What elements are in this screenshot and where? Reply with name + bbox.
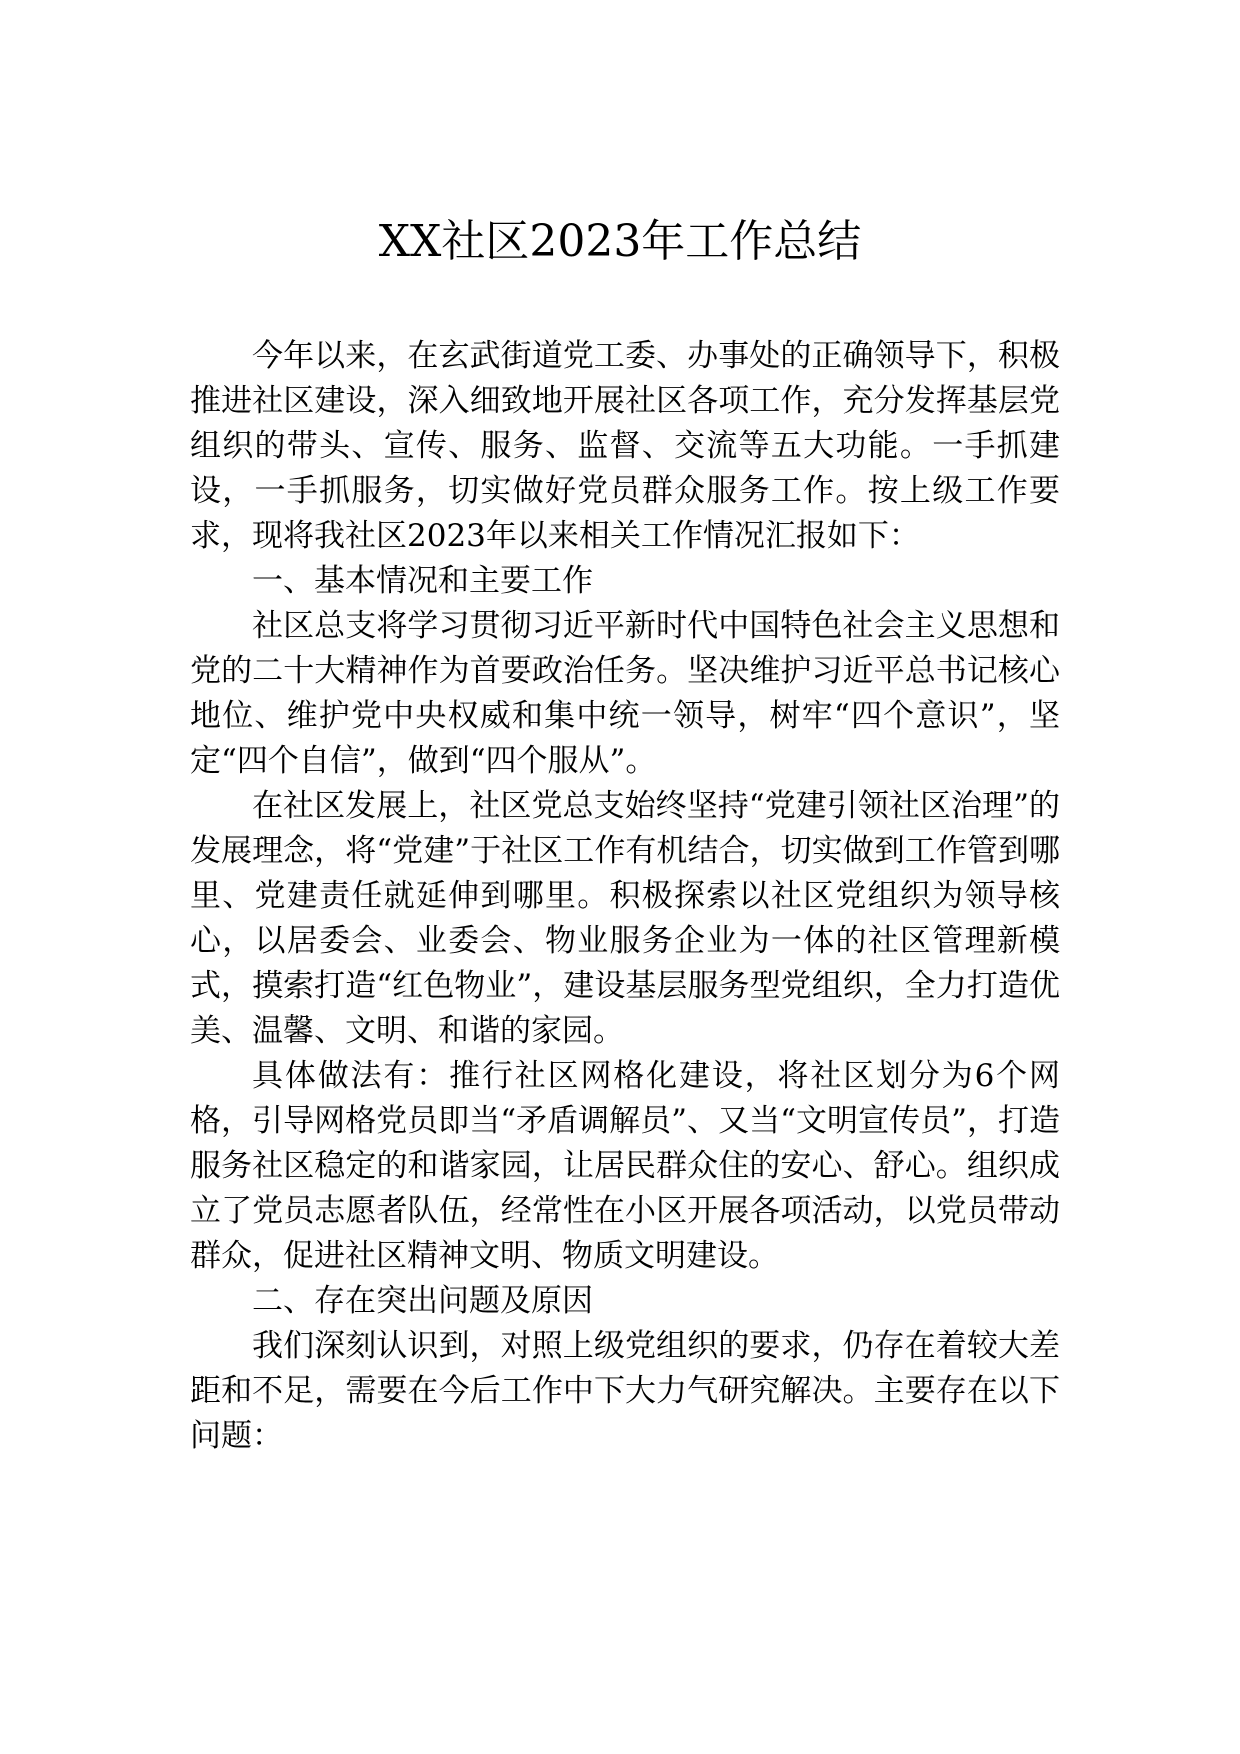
- document-body: [190, 334, 1060, 1459]
- paragraph-intro: 今年以来，在玄武街道党工委、办事处的正确领导下，积极推进社区建设，深入细致地开展社区各项工作，充分发挥基层党组织的带头、宣传、服务、监督、交流等五大功能。一手抓建设，一手抓服务，切实做好党员群众服务工作。按上级工作要求，现将我社区2023年以来相关工作情况汇报如下：: [190, 338, 1060, 554]
- paragraph-problems: 我们深刻认识到，对照上级党组织的要求，仍存在着较大差距和不足，需要在今后工作中下大力气研究解决。主要存在以下问题：: [190, 1328, 1060, 1454]
- document-title: XX社区2023年工作总结: [378, 216, 862, 267]
- paragraph-specific-practices: 具体做法有：推行社区网格化建设，将社区划分为6个网格，引导网格党员即当“矛盾调解员”、又当“文明宣传员”，打造服务社区稳定的和谐家园，让居民群众住的安心、舒心。组织成立了党员志愿者队伍，经常性在小区开展各项活动，以党员带动群众，促进社区精神文明、物质文明建设。: [190, 1058, 1060, 1274]
- paragraph-political-task: 社区总支将学习贯彻习近平新时代中国特色社会主义思想和党的二十大精神作为首要政治任务。坚决维护习近平总书记核心地位、维护党中央权威和集中统一领导，树牢“四个意识”，坚定“四个自信”，做到“四个服从”。: [190, 608, 1060, 779]
- section-heading-2: 二、存在突出问题及原因: [252, 1283, 593, 1319]
- paragraph-community-development: 在社区发展上，社区党总支始终坚持“党建引领社区治理”的发展理念，将“党建”于社区工作有机结合，切实做到工作管到哪里、党建责任就延伸到哪里。积极探索以社区党组织为领导核心，以居委会、业委会、物业服务企业为一体的社区管理新模式，摸索打造“红色物业”，建设基层服务型党组织，全力打造优美、温馨、文明、和谐的家园。: [190, 788, 1060, 1049]
- section-heading-1: 一、基本情况和主要工作: [252, 563, 593, 599]
